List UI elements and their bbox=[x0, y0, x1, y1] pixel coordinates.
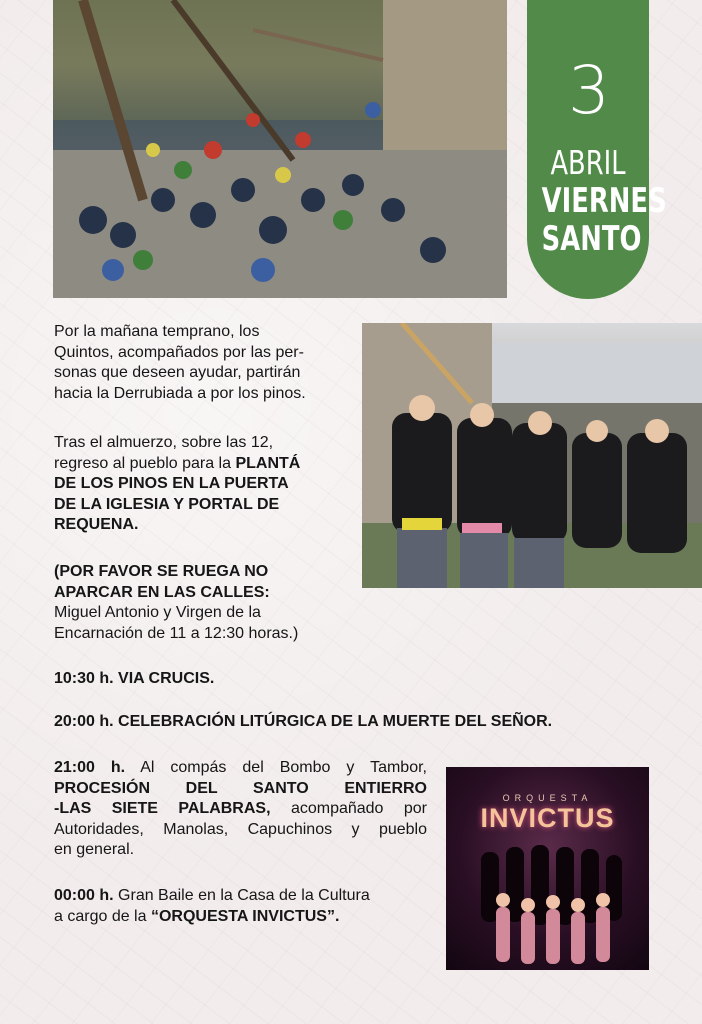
quintos-photo-illustration bbox=[362, 323, 702, 588]
baile-text: Gran Baile en la Casa de la Cultura bbox=[113, 887, 370, 904]
badge-weekday-line2: SANTO bbox=[541, 219, 642, 259]
baile-line bbox=[54, 886, 370, 907]
notice-line: Encarnación de 11 a 12:30 horas.) bbox=[54, 624, 299, 642]
planta-text: regreso al pueblo para la bbox=[54, 454, 236, 472]
intro-line: Quintos, acompañados por las per- bbox=[54, 343, 304, 361]
celebracion-entry bbox=[54, 712, 552, 733]
band-silhouettes bbox=[446, 767, 649, 970]
intro-paragraph bbox=[54, 322, 306, 404]
orquesta-invictus-poster bbox=[446, 767, 649, 970]
procesion-line bbox=[54, 799, 427, 820]
procesion-entry bbox=[54, 758, 427, 861]
planta-bold-line: DE LOS PINOS EN LA PUERTA bbox=[54, 475, 289, 492]
parking-notice bbox=[54, 562, 298, 644]
procesion-bold: PROCESIÓN DEL SANTO ENTIERRO bbox=[54, 779, 427, 797]
intro-line: hacia la Derrubiada a por los pinos. bbox=[54, 384, 306, 402]
planta-bold: PLANTÁ bbox=[235, 454, 301, 472]
intro-line: sonas que deseen ayudar, partirán bbox=[54, 364, 301, 381]
planta-bold-line: DE LA IGLESIA Y PORTAL DE bbox=[54, 495, 280, 513]
quintos-raising-pine-photo bbox=[362, 323, 702, 588]
planta-line bbox=[54, 454, 300, 475]
baile-bold: “ORQUESTA INVICTUS”. bbox=[150, 907, 340, 925]
intro-line: Por la mañana temprano, los bbox=[54, 323, 260, 340]
crowd-raising-pine-photo bbox=[53, 0, 507, 298]
via-crucis-text: 10:30 h. VIA CRUCIS. bbox=[54, 670, 215, 687]
planta-line: Tras el almuerzo, sobre las 12, bbox=[54, 434, 274, 451]
celebracion-text: 20:00 h. CELEBRACIÓN LITÚRGICA DE LA MUERTE DEL SEÑOR. bbox=[54, 713, 553, 730]
procesion-text: Al compás del Bombo y Tambor, bbox=[125, 759, 427, 776]
notice-bold-line: (POR FAVOR SE RUEGA NO bbox=[54, 563, 269, 580]
baile-line bbox=[54, 907, 370, 928]
notice-bold-line: APARCAR EN LAS CALLES: bbox=[54, 583, 270, 601]
procesion-line bbox=[54, 779, 427, 800]
notice-line: Miguel Antonio y Virgen de la bbox=[54, 604, 261, 621]
badge-day-number: 3 bbox=[568, 52, 608, 129]
baile-entry bbox=[54, 886, 370, 927]
procesion-bold: -LAS SIETE PALABRAS, bbox=[54, 800, 271, 817]
procesion-line: Autoridades, Manolas, Capuchinos y pueblo bbox=[54, 820, 427, 838]
procesion-line bbox=[54, 758, 427, 779]
baile-text: a cargo de la bbox=[54, 907, 151, 925]
crowd-photo-illustration bbox=[53, 0, 507, 298]
via-crucis-entry bbox=[54, 669, 214, 690]
procesion-text: acompañado por bbox=[270, 800, 427, 817]
planta-paragraph bbox=[54, 433, 300, 536]
date-badge bbox=[527, 0, 667, 299]
badge-month: ABRIL bbox=[550, 143, 626, 182]
baile-time: 00:00 h. bbox=[54, 887, 114, 904]
planta-bold-line: REQUENA. bbox=[54, 516, 139, 533]
poster-title: INVICTUS bbox=[480, 803, 615, 833]
poster-small-title: ORQUESTA bbox=[502, 793, 593, 803]
procesion-time: 21:00 h. bbox=[54, 759, 126, 776]
procesion-line: en general. bbox=[54, 841, 135, 858]
badge-weekday-line1: VIERNES bbox=[541, 181, 667, 221]
